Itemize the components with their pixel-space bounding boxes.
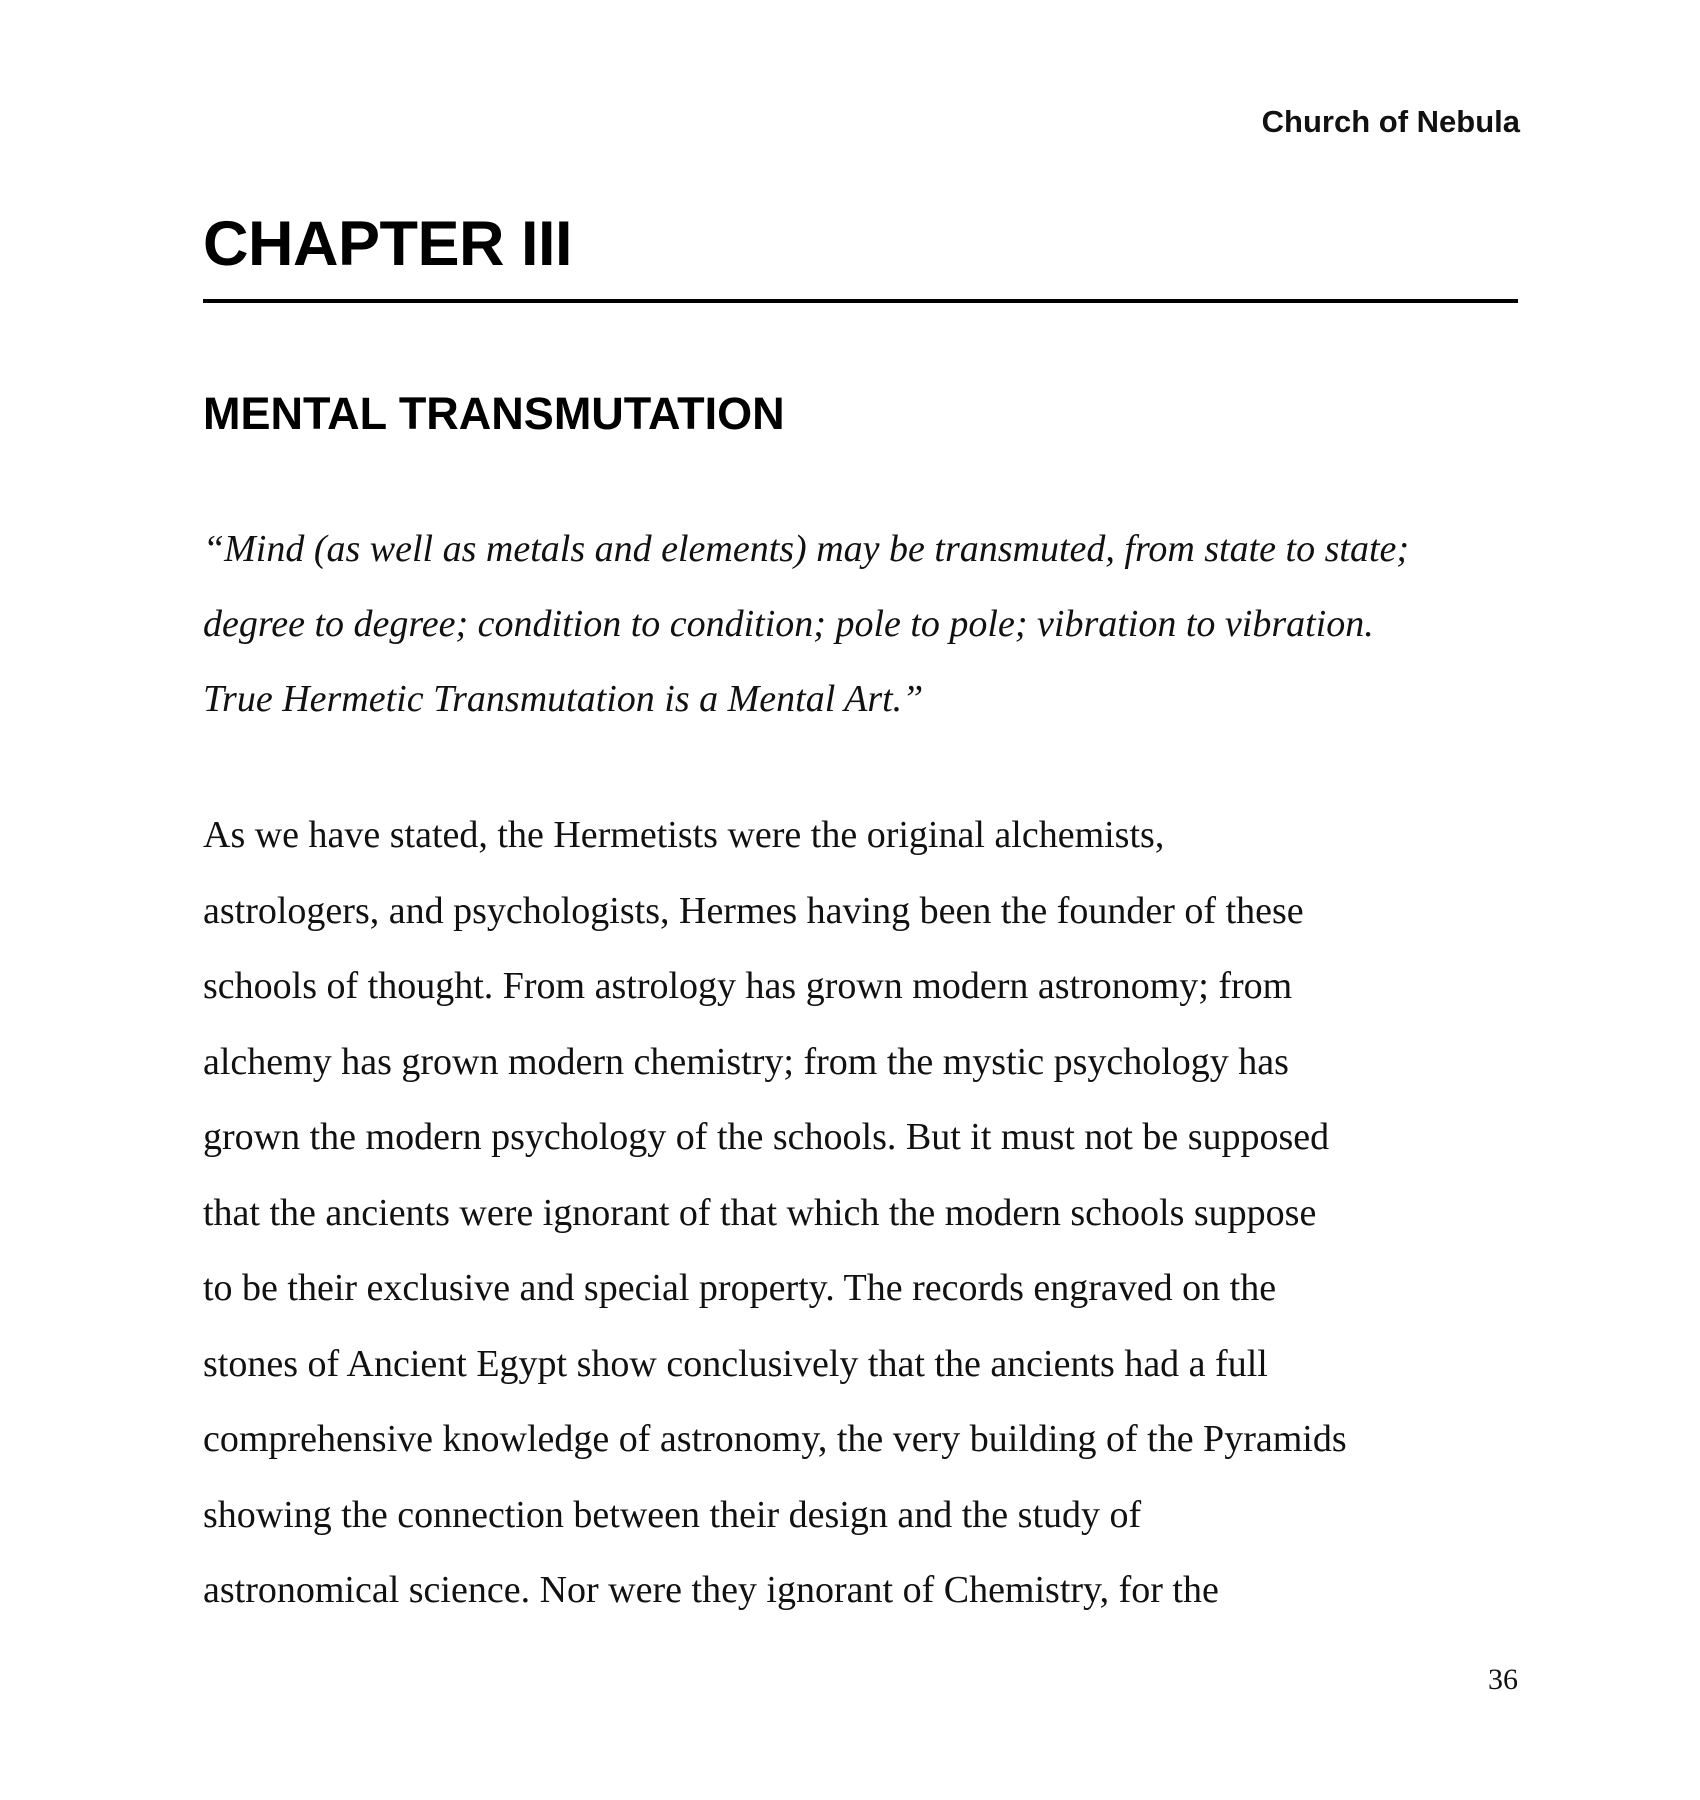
body-line: alchemy has grown modern chemistry; from the mystic psychology has — [203, 1040, 1289, 1083]
body-line: astronomical science. Nor were they ignorant of Chemistry, for the — [203, 1569, 1219, 1611]
epigraph-line: “Mind (as well as metals and elements) may be transmuted, from state to state; — [203, 528, 1410, 570]
body-line: As we have stated, the Hermetists were the original alchemists, — [203, 814, 1165, 856]
body-line: to be their exclusive and special property. The records engraved on the — [203, 1267, 1277, 1309]
chapter-divider — [203, 299, 1518, 303]
body-line: comprehensive knowledge of astronomy, the very building of the Pyramids — [203, 1418, 1347, 1460]
body-line: stones of Ancient Egypt show conclusively that the ancients had a full — [203, 1342, 1268, 1385]
epigraph — [203, 512, 1523, 737]
section-title: MENTAL TRANSMUTATION — [203, 388, 785, 439]
body-line: that the ancients were ignorant of that which the modern schools suppose — [203, 1191, 1317, 1234]
page-number: 36 — [1488, 1663, 1518, 1696]
chapter-title: CHAPTER III — [203, 209, 573, 279]
epigraph-line: degree to degree; condition to condition; pole to pole; vibration to vibration. — [203, 603, 1374, 645]
body-line: astrologers, and psychologists, Hermes having been the founder of these — [203, 889, 1304, 932]
body-line: grown the modern psychology of the schools. But it must not be supposed — [203, 1116, 1330, 1158]
body-line: schools of thought. From astrology has grown modern astronomy; from — [203, 965, 1293, 1007]
running-header: Church of Nebula — [1261, 104, 1520, 139]
body-paragraph — [203, 798, 1523, 1629]
epigraph-line: True Hermetic Transmutation is a Mental Art.” — [203, 678, 924, 720]
body-line: showing the connection between their design and the study of — [203, 1493, 1142, 1536]
